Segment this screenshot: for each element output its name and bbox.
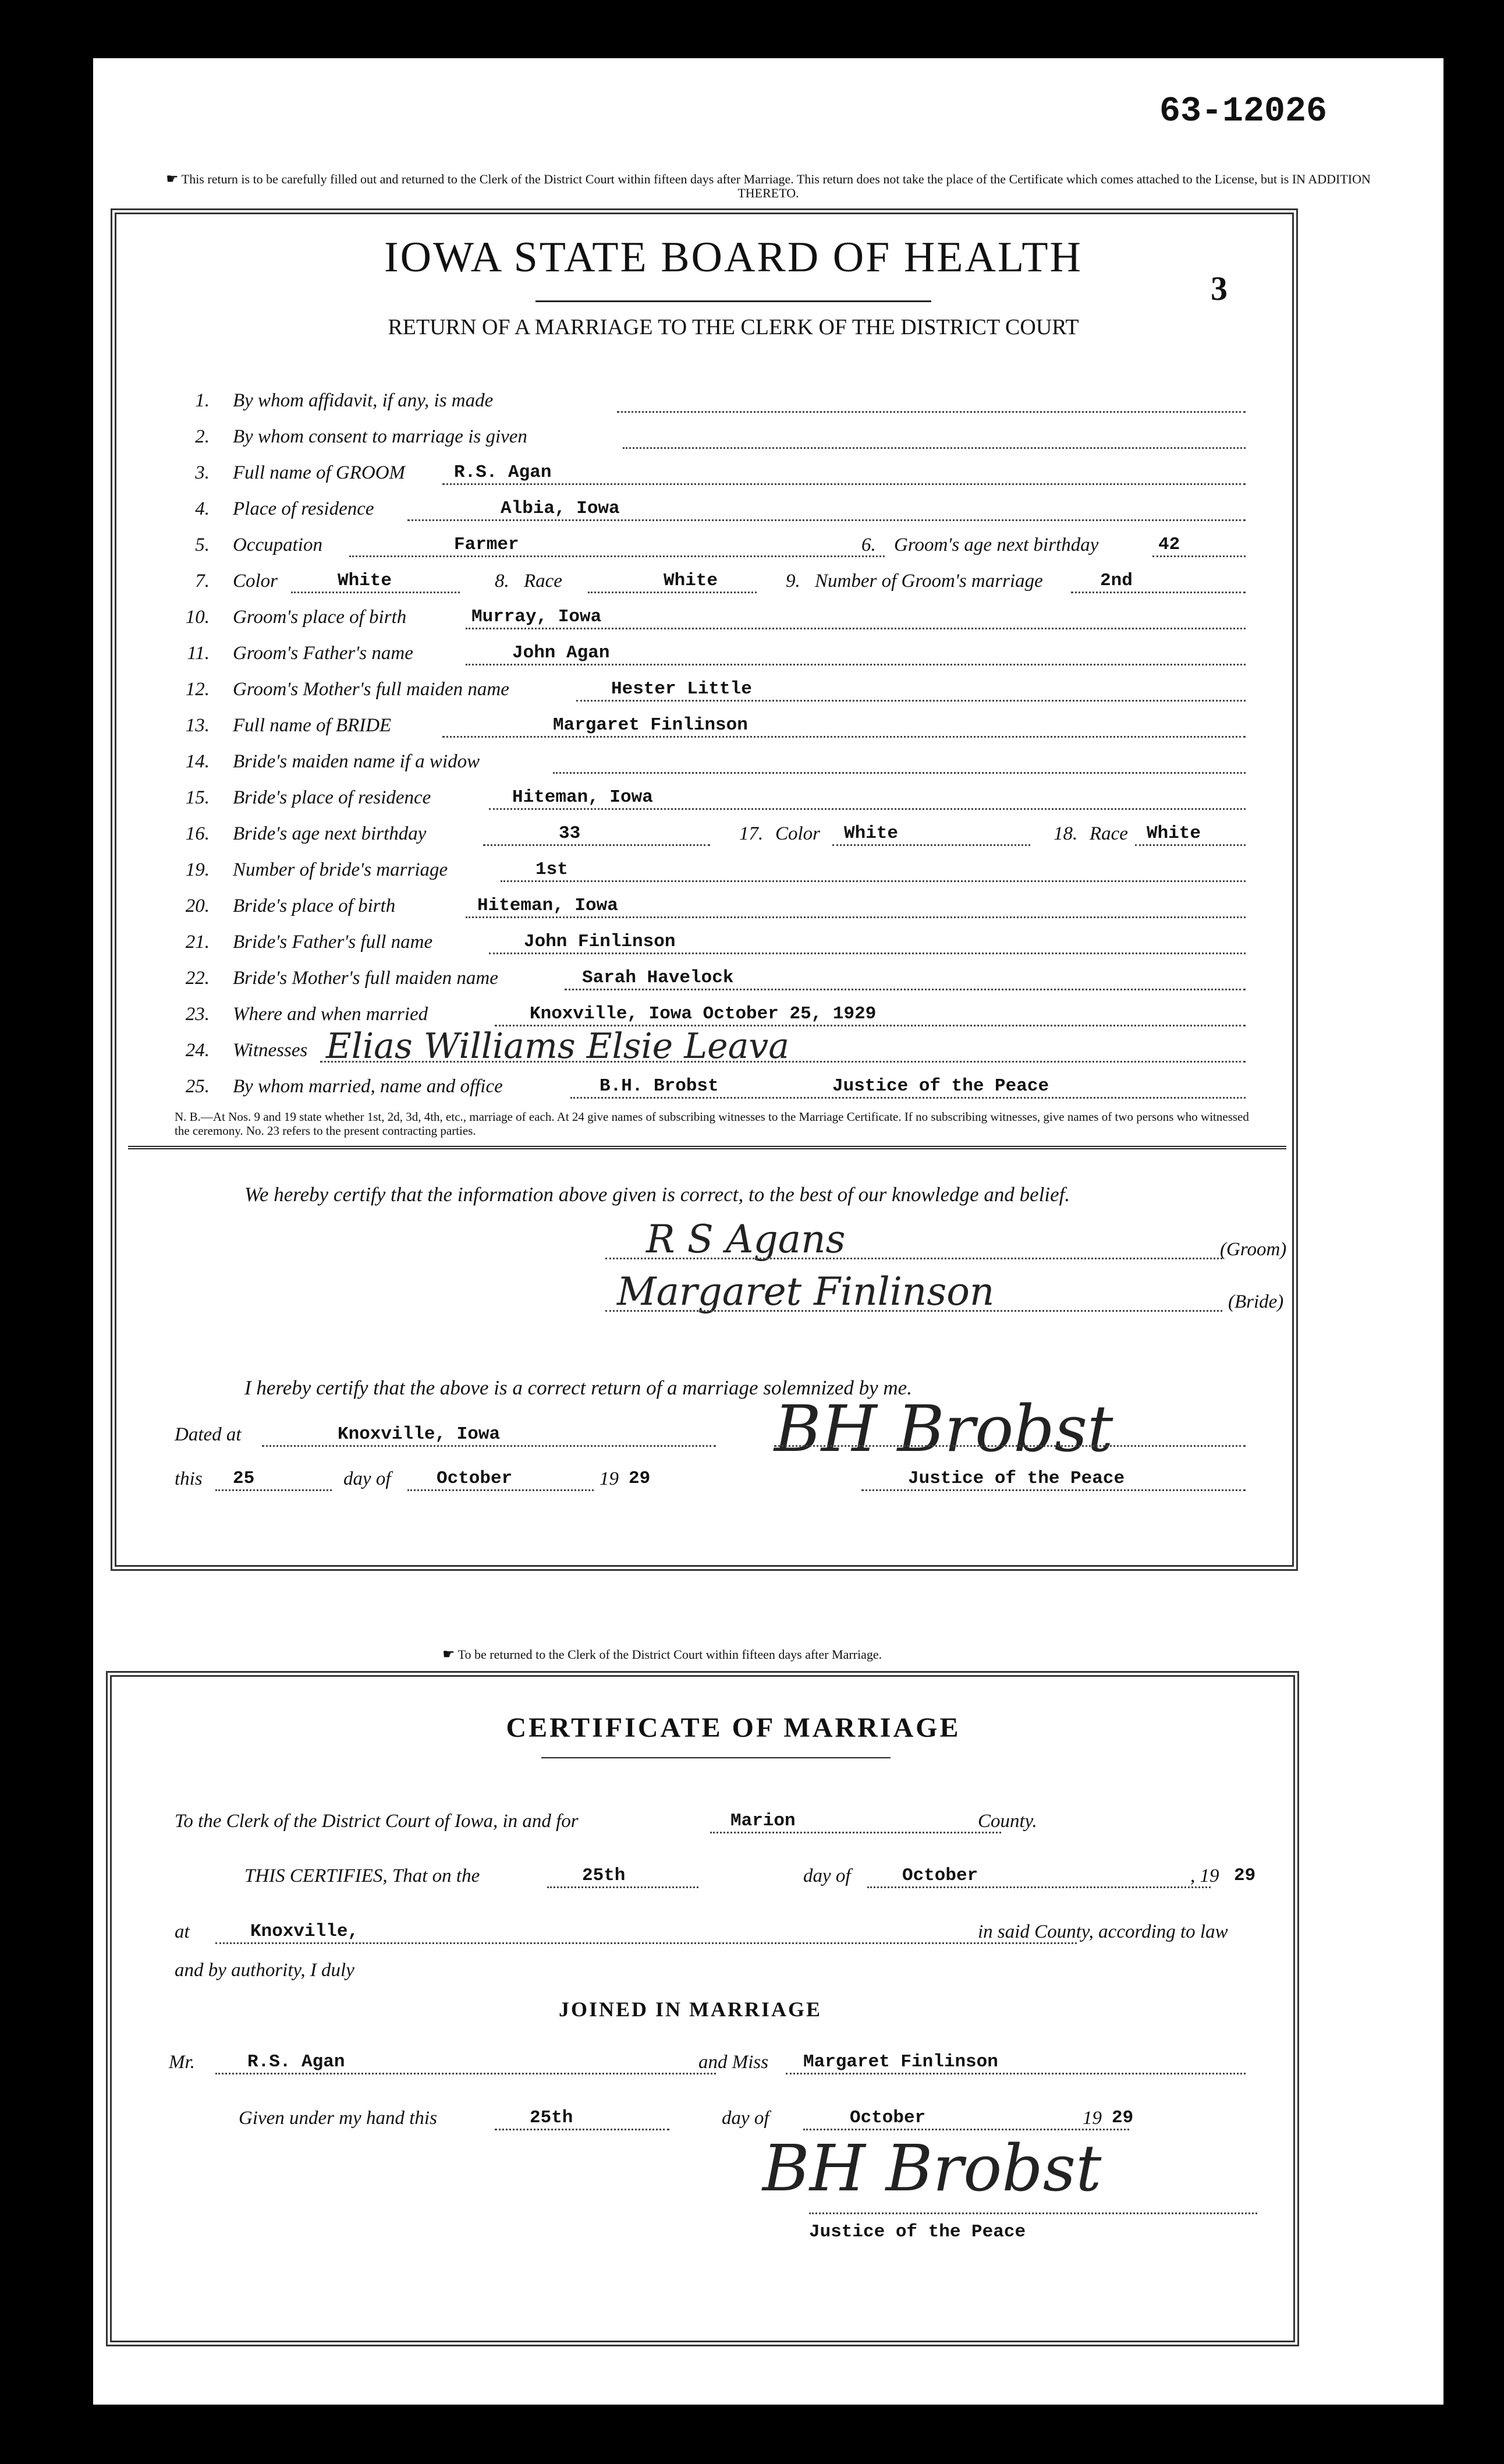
- groom-marriage-number-line: [1071, 592, 1246, 593]
- groom-age-value: 42: [1158, 534, 1180, 555]
- certificate-line3-b: in said County, according to law: [978, 1921, 1228, 1942]
- bride-birthplace-label: Bride's place of birth: [233, 895, 396, 916]
- groom-father-label: Groom's Father's name: [233, 643, 413, 664]
- bride-name-label: Full name of BRIDE: [233, 715, 392, 736]
- this-label: this: [175, 1468, 203, 1489]
- certificate-county: Marion: [730, 1811, 796, 1831]
- groom-mother-line: [576, 700, 1246, 702]
- bride-father-line: [489, 953, 1246, 954]
- groom-birthplace-line: [466, 628, 1246, 629]
- given-under-label: Given under my hand this: [239, 2108, 437, 2129]
- row-number: 10.: [185, 607, 210, 628]
- groom-signature: R S Agans: [646, 1217, 846, 1262]
- certificate-title: CERTIFICATE OF MARRIAGE: [506, 1712, 961, 1743]
- row-number: 4.: [195, 498, 210, 519]
- officer-signature: BH Brobst: [774, 1392, 1113, 1466]
- officiant-line: [570, 1097, 1246, 1099]
- groom-residence-label: Place of residence: [233, 498, 374, 519]
- row-number: 15.: [185, 787, 210, 808]
- groom-birthplace-label: Groom's place of birth: [233, 607, 407, 628]
- row-number: 16.: [185, 823, 210, 844]
- bride-mother-label: Bride's Mother's full maiden name: [233, 968, 498, 989]
- row-number: 1.: [195, 390, 210, 411]
- consent-line: [623, 447, 1246, 449]
- certificate-groom-line: [215, 2073, 716, 2074]
- row-number: 3.: [195, 462, 210, 483]
- bride-residence-line: [489, 808, 1246, 810]
- page-mark: 3: [1211, 270, 1228, 307]
- certificate-place: Knoxville,: [250, 1921, 359, 1942]
- dated-year-prefix: 19: [600, 1468, 619, 1489]
- return-note: ☛ This return is to be carefully filled out and returned to the Clerk of the District Court within fifteen days after Marriage. This return does not take the place of the Certificate which comes attached to the License, but is IN ADDITION THERETO.: [166, 172, 1371, 200]
- officiant-office: Justice of the Peace: [832, 1076, 1049, 1096]
- groom-marriage-number-value: 2nd: [1100, 571, 1133, 591]
- groom-age-line: [1152, 555, 1246, 557]
- affidavit-label: By whom affidavit, if any, is made: [233, 390, 494, 411]
- given-month: October: [850, 2108, 926, 2128]
- bride-father-label: Bride's Father's full name: [233, 932, 433, 953]
- bride-residence-label: Bride's place of residence: [233, 787, 431, 808]
- certify-statement: We hereby certify that the information above given is correct, to the best of our knowledge and belief.: [244, 1183, 1070, 1206]
- marriage-place-date-value: Knoxville, Iowa October 25, 1929: [530, 1004, 877, 1024]
- certificate-officer-title: Justice of the Peace: [809, 2222, 1026, 2242]
- bride-father-value: John Finlinson: [524, 932, 676, 952]
- groom-marriage-number-label: Number of Groom's marriage: [815, 571, 1043, 592]
- row-number: 5.: [195, 534, 210, 555]
- certificate-line2-c: , 19: [1190, 1865, 1219, 1886]
- groom-color-value: White: [338, 571, 392, 591]
- officer-title: Justice of the Peace: [908, 1468, 1125, 1489]
- groom-age-label: Groom's age next birthday: [894, 534, 1099, 555]
- certificate-line1-a: To the Clerk of the District Court of Iowa, in and for: [175, 1811, 579, 1832]
- row-number: 17.: [739, 823, 764, 844]
- marriage-place-date-label: Where and when married: [233, 1004, 428, 1025]
- bride-age-value: 33: [559, 823, 581, 844]
- pointing-hand-icon: ☛: [442, 1647, 455, 1662]
- return-subtitle: RETURN OF A MARRIAGE TO THE CLERK OF THE DISTRICT COURT: [388, 315, 1079, 339]
- given-year: 29: [1112, 2108, 1134, 2128]
- given-day-of-label: day of: [722, 2108, 769, 2129]
- bride-birthplace-line: [466, 916, 1246, 918]
- witnesses-label: Witnesses: [233, 1040, 308, 1061]
- certificate-line2-b: day of: [803, 1865, 851, 1886]
- certificate-line3-a: at: [175, 1921, 190, 1942]
- bride-age-line: [483, 844, 710, 846]
- bride-race-line: [1135, 844, 1246, 846]
- bride-color-label: Color: [775, 823, 821, 844]
- groom-name-label: Full name of GROOM: [233, 462, 406, 483]
- row-number: 2.: [195, 426, 210, 447]
- certificate-line2-a: THIS CERTIFIES, That on the: [244, 1865, 480, 1886]
- row-number: 24.: [185, 1040, 210, 1061]
- row-number: 22.: [185, 968, 210, 989]
- row-number: 9.: [786, 571, 800, 592]
- row-number: 20.: [185, 895, 210, 916]
- bride-age-label: Bride's age next birthday: [233, 823, 427, 844]
- row-number: 11.: [187, 643, 210, 664]
- certificate-day-line: [547, 1886, 698, 1888]
- bride-name-line: [442, 736, 1246, 738]
- document-sheet: [93, 58, 1443, 2405]
- certificate-bride: Margaret Finlinson: [803, 2052, 998, 2072]
- board-title: IOWA STATE BOARD OF HEALTH: [384, 233, 1083, 281]
- dated-at-line: [262, 1445, 716, 1447]
- groom-residence-value: Albia, Iowa: [501, 498, 620, 519]
- officer-certify-statement: I hereby certify that the above is a correct return of a marriage solemnized by me.: [244, 1376, 912, 1399]
- document-number: 63-12026: [1159, 92, 1328, 132]
- given-month-line: [803, 2129, 1129, 2130]
- certificate-bride-line: [786, 2073, 1246, 2074]
- bride-widow-name-label: Bride's maiden name if a widow: [233, 751, 480, 772]
- officiant-label: By whom married, name and office: [233, 1076, 503, 1097]
- bride-race-label: Race: [1090, 823, 1128, 844]
- certificate-note: ☛ To be returned to the Clerk of the District Court within fifteen days after Marriage.: [442, 1647, 882, 1662]
- given-year-prefix: 19: [1083, 2108, 1102, 2129]
- groom-race-line: [588, 592, 757, 593]
- bride-widow-name-line: [553, 772, 1246, 774]
- groom-name-value: R.S. Agan: [454, 462, 552, 483]
- row-number: 25.: [185, 1076, 210, 1097]
- row-number: 23.: [185, 1004, 210, 1025]
- given-day: 25th: [530, 2108, 573, 2128]
- row-number: 18.: [1053, 823, 1078, 844]
- bride-mother-value: Sarah Havelock: [582, 968, 734, 988]
- certificate-line1-b: County.: [978, 1811, 1037, 1832]
- consent-label: By whom consent to marriage is given: [233, 426, 527, 447]
- bride-color-line: [832, 844, 1030, 846]
- groom-mother-label: Groom's Mother's full maiden name: [233, 679, 509, 700]
- bride-residence-value: Hiteman, Iowa: [512, 787, 653, 808]
- dated-month-line: [407, 1489, 594, 1491]
- row-number: 13.: [185, 715, 210, 736]
- joined-in-marriage: JOINED IN MARRIAGE: [559, 1998, 822, 2021]
- pointing-hand-icon: ☛: [166, 172, 179, 187]
- row-number: 6.: [861, 534, 876, 555]
- bride-mother-line: [565, 989, 1246, 990]
- and-miss-label: and Miss: [698, 2052, 769, 2073]
- groom-birthplace-value: Murray, Iowa: [471, 607, 602, 627]
- groom-race-value: White: [664, 571, 718, 591]
- certificate-place-line: [215, 1942, 1077, 1944]
- bride-marriage-number-value: 1st: [535, 859, 568, 880]
- certificate-line4: and by authority, I duly: [175, 1960, 354, 1981]
- dated-at-label: Dated at: [175, 1424, 242, 1445]
- witnesses-line: [320, 1061, 1246, 1063]
- groom-father-value: John Agan: [512, 643, 610, 663]
- occupation-value: Farmer: [454, 534, 519, 555]
- groom-residence-line: [407, 519, 1246, 521]
- nb-note: N. B.—At Nos. 9 and 19 state whether 1st, 2d, 3d, 4th, etc., marriage of each. At 24 give names of subscribing witnesses to the Marriage Certificate. If no subscribing witnesses, give names of two persons who witnessed the ceremony. No. 23 refers to the present contracting parties.: [175, 1110, 1249, 1138]
- dated-year: 29: [629, 1468, 651, 1489]
- certificate-officer-signature: BH Brobst: [762, 2131, 1102, 2205]
- bride-name-value: Margaret Finlinson: [553, 715, 748, 735]
- groom-signature-line: [605, 1258, 1222, 1259]
- certificate-year: 29: [1234, 1865, 1256, 1886]
- bride-color-value: White: [844, 823, 899, 844]
- row-number: 19.: [185, 859, 210, 880]
- row-number: 8.: [495, 571, 509, 592]
- dated-day: 25: [233, 1468, 255, 1489]
- row-number: 12.: [185, 679, 210, 700]
- affidavit-line: [617, 411, 1246, 413]
- given-day-line: [495, 2129, 669, 2130]
- bride-marriage-number-line: [501, 880, 1246, 882]
- groom-race-label: Race: [524, 571, 562, 592]
- occupation-label: Occupation: [233, 534, 322, 555]
- officiant-name: B.H. Brobst: [600, 1076, 719, 1096]
- certificate-month: October: [902, 1865, 978, 1886]
- groom-color-line: [291, 592, 460, 593]
- bride-birthplace-value: Hiteman, Iowa: [477, 895, 618, 916]
- certificate-groom: R.S. Agan: [247, 2052, 345, 2072]
- groom-signature-label: (Groom): [1220, 1239, 1287, 1260]
- title-rule: [535, 300, 931, 302]
- day-of-label: day of: [343, 1468, 391, 1489]
- bride-signature-line: [605, 1310, 1222, 1312]
- groom-mother-value: Hester Little: [611, 679, 752, 699]
- certificate-officer-line: [809, 2212, 1257, 2214]
- dated-day-line: [215, 1489, 332, 1491]
- row-number: 14.: [185, 751, 210, 772]
- bride-race-value: White: [1147, 823, 1201, 844]
- dated-at-value: Knoxville, Iowa: [338, 1424, 501, 1445]
- return-box: [111, 208, 1298, 1571]
- certificate-county-line: [710, 1832, 1001, 1833]
- row-number: 21.: [185, 932, 210, 953]
- certificate-day: 25th: [582, 1865, 626, 1886]
- officer-title-line: [861, 1489, 1246, 1491]
- bride-marriage-number-label: Number of bride's marriage: [233, 859, 448, 880]
- certificate-title-rule: [541, 1757, 891, 1758]
- groom-father-line: [466, 664, 1246, 665]
- certificate-month-line: [867, 1886, 1211, 1888]
- mr-label: Mr.: [169, 2052, 195, 2073]
- bride-signature: Margaret Finlinson: [617, 1269, 995, 1314]
- witnesses-signatures: Elias Williams Elsie Leava: [326, 1026, 790, 1067]
- occupation-line: [349, 555, 885, 557]
- row-number: 7.: [195, 571, 210, 592]
- groom-name-line: [442, 483, 1246, 485]
- officer-signature-line: [774, 1445, 1246, 1447]
- bride-signature-label: (Bride): [1228, 1291, 1284, 1312]
- dated-month: October: [437, 1468, 513, 1489]
- section-divider: [128, 1146, 1286, 1149]
- groom-color-label: Color: [233, 571, 278, 592]
